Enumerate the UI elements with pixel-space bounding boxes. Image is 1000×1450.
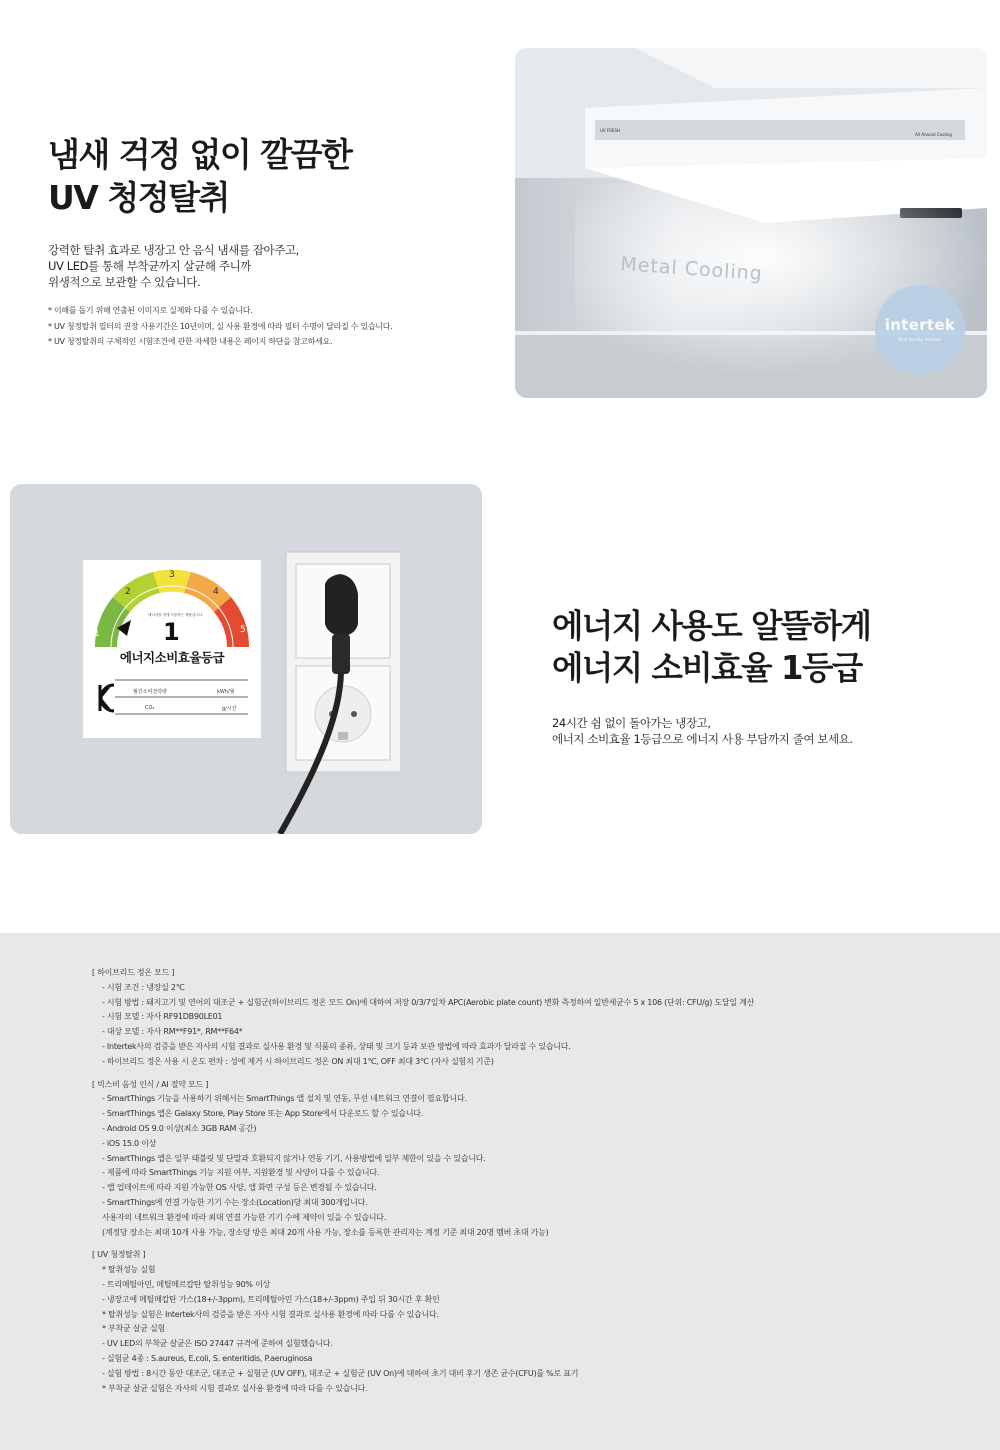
footnote-line: * 부착균 살균 실험: [102, 1324, 165, 1334]
footnote-line: * 부착균 살균 실험은 자사의 시험 결과로 실사용 환경에 따라 다를 수 있습니다.: [102, 1383, 368, 1393]
footnote-line: - 실험 방법 : 8시간 동안 대조군, 대조군 + 실험군 (UV OFF), 대조군 + 실험군 (UV On)에 대하여 초기 대비 후기 생존 균수(CFU)를 %로 표기: [102, 1368, 579, 1378]
footnote-line: - 앱 업데이트에 따라 지원 가능한 OS 사양, 앱 화면 구성 등은 변경될 수 있습니다.: [102, 1183, 377, 1193]
energy-label-title: 에너지소비효율등급: [119, 650, 225, 665]
footnote-line: - Android OS 9.0 이상(최소 3GB RAM 공간): [102, 1123, 257, 1133]
uv-desc-line: UV LED를 통해 부착균까지 살균해 주니까: [48, 259, 252, 273]
uv-section-description: [48, 242, 299, 290]
uv-desc-line: 강력한 탈취 효과로 냉장고 안 음식 냄새를 잡아주고,: [48, 243, 299, 257]
co2-label: CO₂: [145, 705, 155, 711]
footnote-line: - 시험 모델 : 자사 RF91DB90LE01: [102, 1012, 223, 1022]
footnote-line: - Intertek사의 검증을 받은 자사의 시험 결과로 실사용 환경 및 식품의 종류, 상태 및 크기 등과 보관 방법에 따라 효과가 달라질 수 있습니다.: [102, 1041, 571, 1051]
grade-marker-1: 1: [94, 629, 100, 639]
footnote-line: - SmartThings 앱은 일부 태블릿 및 단말과 호환되지 않거나 연동 기기, 사용방법에 일부 제한이 있을 수 있습니다.: [102, 1153, 486, 1163]
footnotes: [92, 966, 754, 1396]
uv-fresh-text: UV FRESH: [600, 128, 621, 133]
uv-note: * UV 청정탈취 필터의 권장 사용기간은 10년이며, 실 사용 환경에 따라 필터 수명이 달라질 수 있습니다.: [48, 321, 393, 331]
footnote-line: - 시험 조건 : 냉장실 2℃: [102, 982, 185, 992]
uv-title-line-1: 냄새 걱정 없이 깔끔한: [48, 135, 352, 174]
uv-note: * UV 청정탈취의 구체적인 시험조건에 관한 자세한 내용은 페이지 하단을 참고하세요.: [48, 337, 333, 346]
kc-mark-icon: [96, 681, 118, 715]
monthly-power-label: 월간소비전력량: [133, 689, 167, 695]
uv-section-title: [48, 133, 351, 219]
energy-section-description: [552, 715, 853, 747]
footnote-line: - 하이브리드 정온 사용 시 온도 편차 : 성에 제거 시 하이브리드 정온 ON 최대 1℃, OFF 최대 3℃ (자사 실험치 기준): [102, 1056, 494, 1066]
intertek-badge: [875, 285, 965, 375]
all-around-cooling-text: All Around Cooling: [915, 132, 952, 137]
energy-title-line-1: 에너지 사용도 알뜰하게: [552, 607, 871, 645]
footnote-line: - 냉장고에 메틸메캅탄 가스(18+/-3ppm), 트리메틸아민 가스(18+/-3ppm) 주입 뒤 30시간 후 확인: [102, 1294, 440, 1304]
footnote-line: - SmartThings에 연결 가능한 기기 수는 장소(Location)당 최대 300개입니다.: [102, 1197, 368, 1207]
footnote-line: * 탈취성능 실험: [102, 1265, 156, 1275]
footnote-line: - 제품에 따라 SmartThings 기능 지원 여부, 지원환경 및 사양이 다를 수 있습니다.: [102, 1168, 380, 1178]
footnote-line: - 실험균 4종 : S.aureus, E.coli, S. enteritidis, P.aeruginosa: [102, 1353, 313, 1363]
footnote-heading-uv: [ UV 청정탈취 ]: [92, 1250, 146, 1260]
monthly-power-unit: kWh/월: [217, 689, 235, 695]
grade-marker-5: 5: [240, 625, 246, 635]
footnote-line: - 트리메틸아민, 메틸메르캅탄 탈취성능 90% 이상: [102, 1279, 271, 1289]
footnote-heading-bixby: [ 빅스비 음성 인식 / AI 절약 모드 ]: [92, 1079, 209, 1089]
energy-desc-line: 24시간 쉼 없이 돌아가는 냉장고,: [552, 716, 711, 730]
footnote-line: * 탈취성능 실험은 Intertek사의 검증을 받은 자사 시험 결과로 실사용 환경에 따라 다를 수 있습니다.: [102, 1309, 439, 1319]
intertek-tagline: Total Quality. Assured.: [897, 337, 943, 342]
co2-unit: g/시간: [222, 706, 237, 712]
grade-marker-4: 4: [213, 587, 219, 597]
uv-note: * 이해를 돕기 위해 연출된 이미지로 실제와 다를 수 있습니다.: [48, 306, 253, 315]
current-grade: 1: [163, 618, 180, 646]
energy-title-line-2: 에너지 소비효율 1등급: [552, 649, 862, 687]
energy-desc-line: 에너지 소비효율 1등급으로 에너지 사용 부담까지 줄여 보세요.: [552, 732, 853, 746]
footnote-line: - iOS 15.0 이상: [102, 1138, 157, 1148]
footnote-line: (계정당 장소는 최대 10개 사용 가능, 장소당 방은 최대 20개 사용 가능, 장소를 등록한 관리자는 계정 기준 최대 20명 멤버 초대 가능): [102, 1227, 549, 1237]
energy-section-title: [552, 605, 871, 689]
footnote-line: - SmartThings 기능을 사용하기 위해서는 SmartThings 앱 설치 및 연동, 무선 네트워크 연결이 필요합니다.: [102, 1094, 467, 1104]
footnote-line: - SmartThings 앱은 Galaxy Store, Play Store 또는 App Store에서 다운로드 할 수 있습니다.: [102, 1109, 424, 1119]
uv-title-line-2: UV 청정탈취: [48, 178, 229, 217]
grade-marker-3: 3: [169, 570, 175, 580]
footnote-line: - 대상 모델 : 자사 RM**F91*, RM**F64*: [102, 1027, 243, 1037]
footnote-heading-hybrid: [ 하이브리드 정온 모드 ]: [92, 968, 175, 977]
grade-marker-2: 2: [125, 587, 131, 597]
gauge-arc-caption: 에너지를 적게 사용하는 제품입니다: [148, 613, 203, 617]
intertek-logo-text: intertek: [884, 316, 956, 334]
footnote-line: 사용자의 네트워크 환경에 따라 최대 연결 가능한 기기 수에 제약이 있을 수 있습니다.: [102, 1212, 387, 1222]
uv-section-notes: [48, 303, 392, 350]
uv-desc-line: 위생적으로 보관할 수 있습니다.: [48, 275, 201, 289]
footnote-line: - 시험 방법 : 돼지고기 및 연어의 대조군 + 실험군(하이브리드 정온 모드 On)에 대하여 저장 0/3/7일차 APC(Aerobic plate count) 변화 측정하여 일반세균수 5 x 106 (단위: CFU/g) 도달일 계산: [102, 997, 755, 1007]
footnote-line: - UV LED의 부착균 살균은 ISO 27447 규격에 준하여 실험했습니다.: [102, 1339, 333, 1349]
metal-cooling-text: Metal Cooling: [619, 253, 764, 285]
